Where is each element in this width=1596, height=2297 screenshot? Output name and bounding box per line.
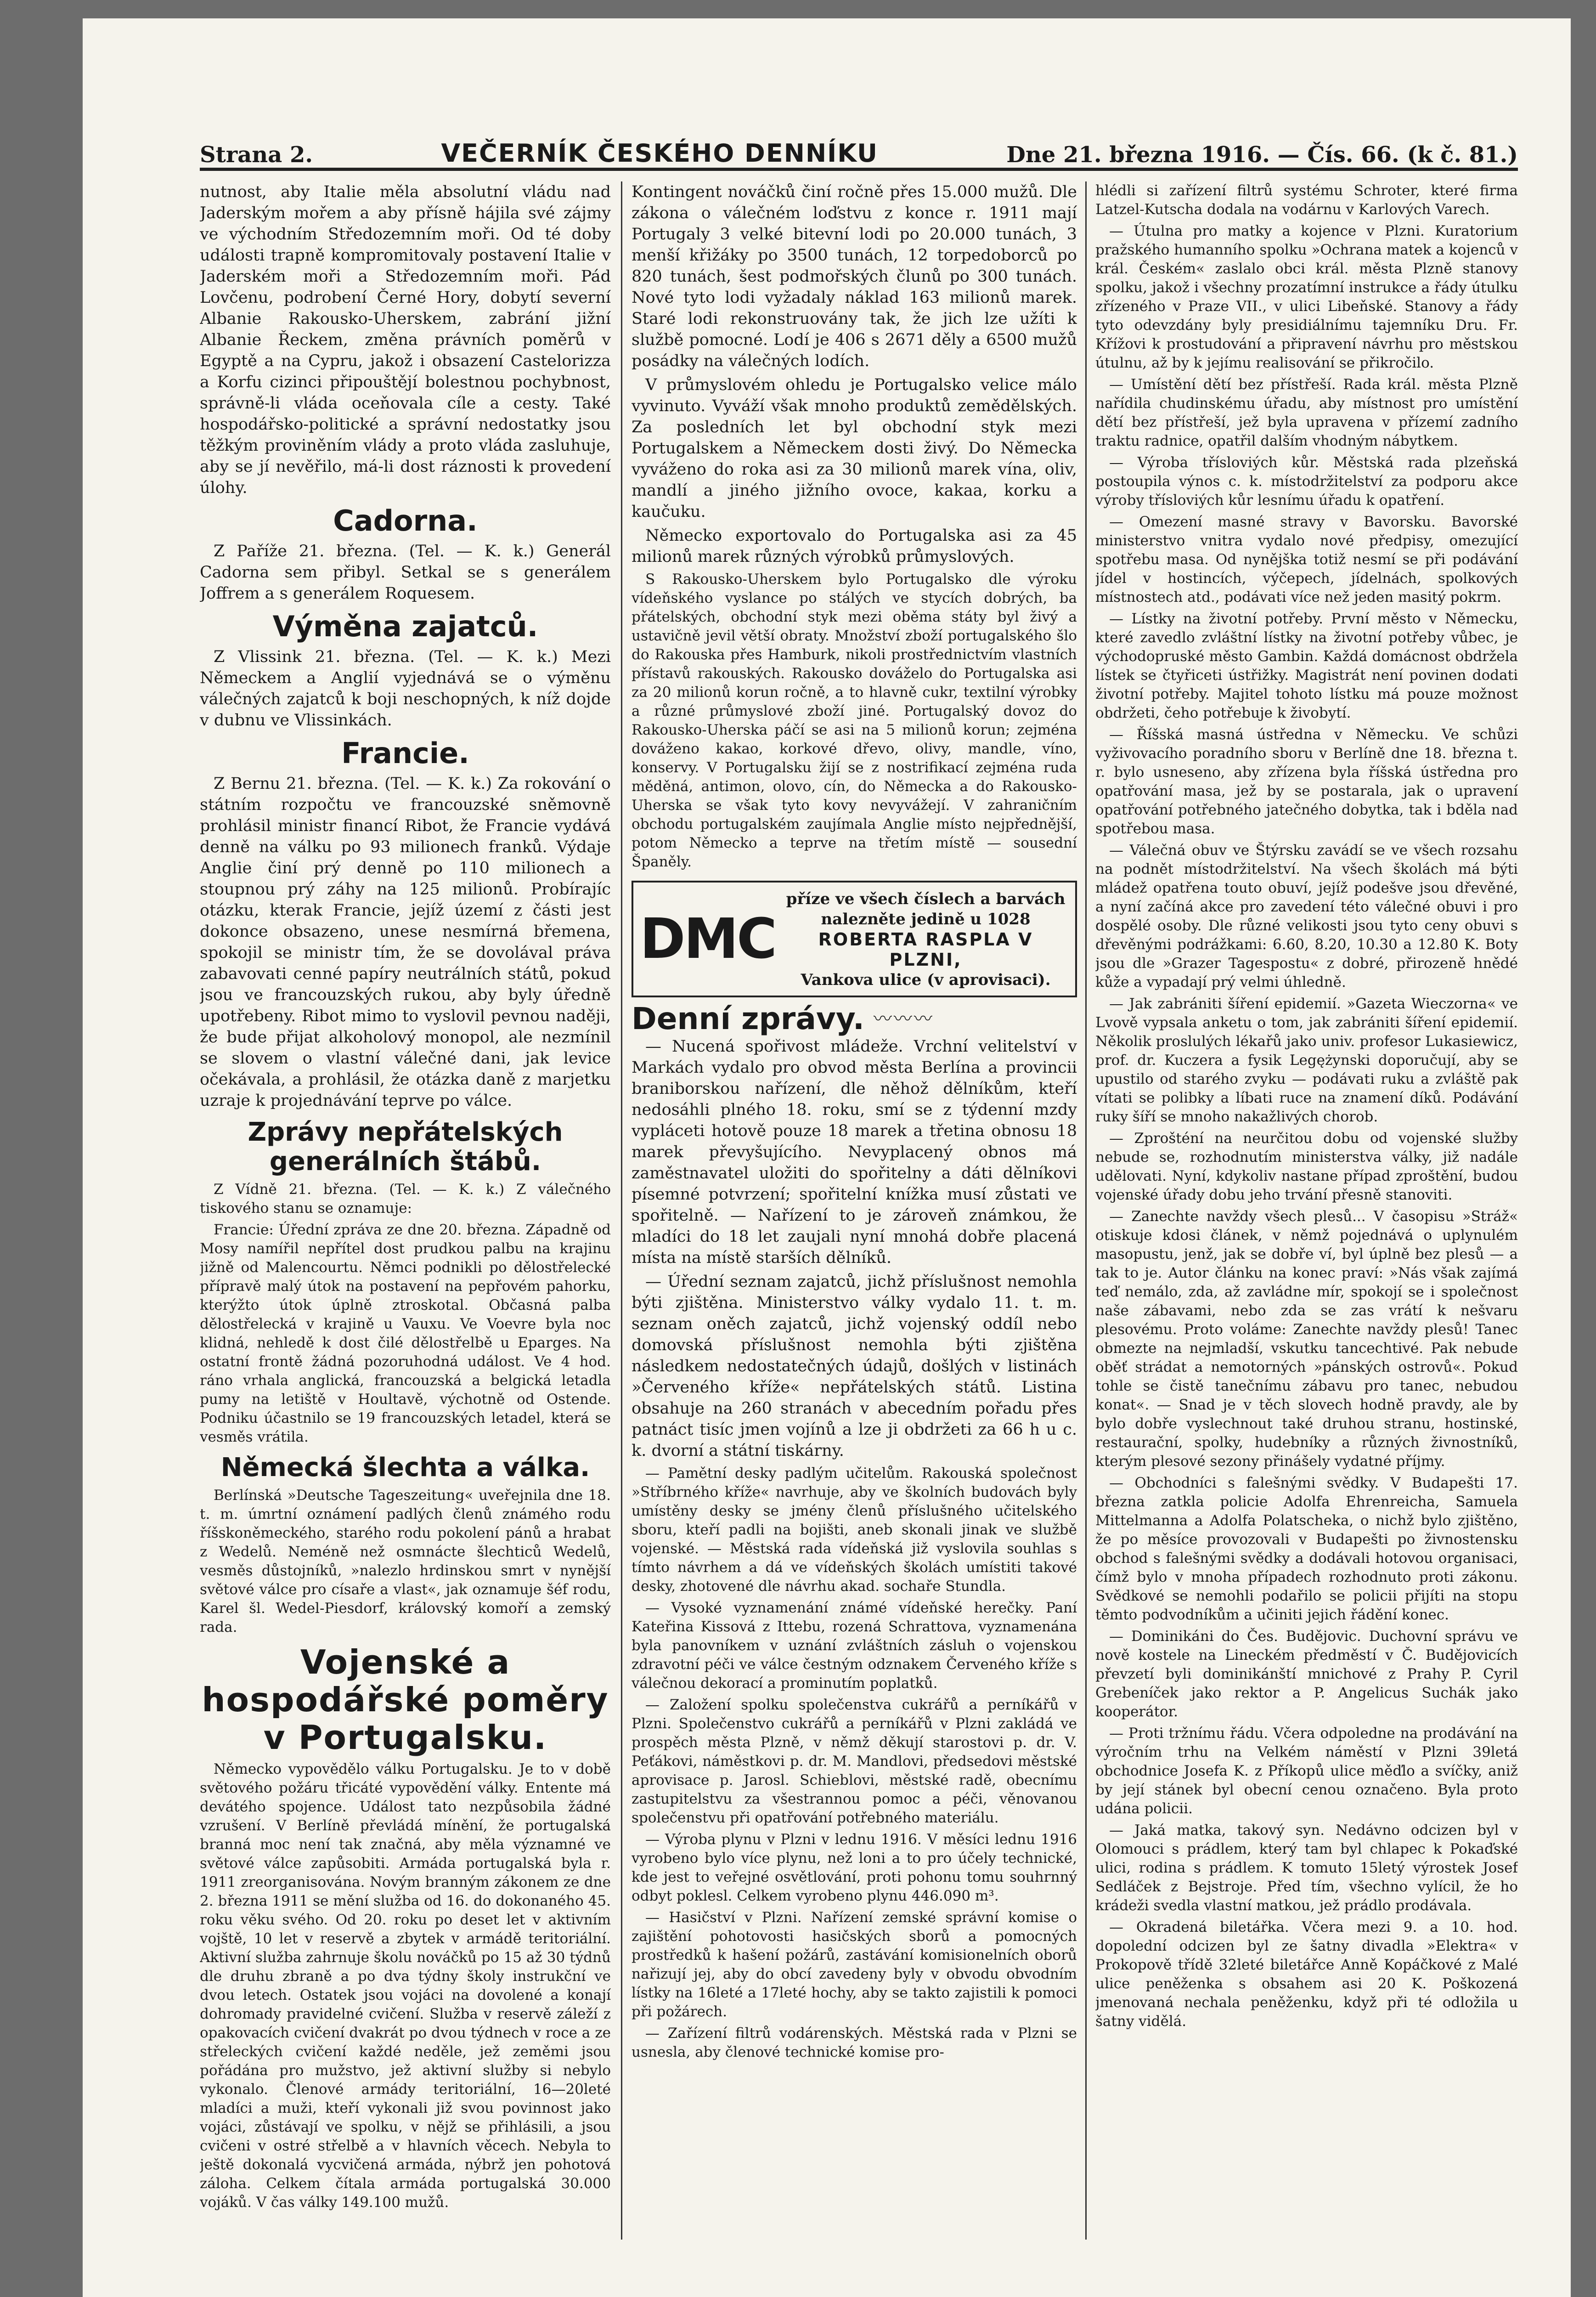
news-item: — Vysoké vyznamenání známé vídeňské herečky. Paní Kateřina Kissová z Ittebu, rozená Schrattova, vyznamenána byla panovníkem v uznání zvláštních zásluh o vojenskou zdravotní péči ve válce čestným odznakem Červeného kříže s válečnou dekorací a prominutím poplatků. <box>632 1600 1077 1692</box>
news-item: — Jaká matka, takový syn. Nedávno odcizen byl v Olomouci s prádlem, který tam byl chlapec k Pokaďské ulici, rodina s prádlem. K tomuto 15letý výrostek Josef Sedláček z Bejstroje. Před tím, všechno vylícil, že ho krádeži svedla vlastní matkou, jež prádlo prodávala. <box>1095 1822 1518 1914</box>
news-item: — Útulna pro matky a kojence v Plzni. Kuratorium pražského humanního spolku »Ochrana matek a kojenců v král. Českém« zaslalo obci král. města Plzně stanovy spolku, jakož i všechny prozatímní instrukce a řády útulku zřízeného v Praze VII., v ulici Libeňské. Stanovy a řády tyto odevzdány byly presidiálnímu tajemníku Dru. Fr. Křížovi k prostudování a připravení návrhu pro městskou útulnu, až by k jejímu realisování se přikročilo. <box>1095 223 1518 371</box>
section-heading <box>632 1001 1077 1036</box>
column-3 <box>1095 181 1518 2240</box>
article-text: Německo exportovalo do Portugalska asi za 45 milionů marek různých výrobků průmyslových. <box>632 526 1077 566</box>
page-number: Strana 2. <box>200 142 313 168</box>
news-item: — Zařízení filtrů vodárenských. Městská rada v Plzni se usnesla, aby členové technické komise pro- <box>632 2025 1077 2060</box>
article-text: Z Paříže 21. března. (Tel. — K. k.) Generál Cadorna sem přibyl. Setkal se s generálem Joffrem a s generálem Roquesem. <box>200 542 611 603</box>
article-continuation: Kontingent nováčků činí ročně přes 15.000 mužů. Dle zákona o válečném loďstvu z konce r. 1911 mají Portugaly 3 velké bitevní lodi po 20.000 tunách, 3 menší křižáky po 3500 tunách, 12 torpedoborců po 820 tunách, šest podmořských člunů po 300 tunách. Nové tyto lodi vyžadaly náklad 163 milionů marek. Staré lodi rekonstruovány tak, že jich lze užíti k službě pomocné. Lodí je 406 s 2671 děly a 6500 mužů posádky na válečných lodích. <box>632 183 1077 370</box>
news-item: — Dominikáni do Čes. Budějovic. Duchovní správu ve nově kostele na Lineckém předměstí v Č. Budějovicích převzetí byli dominikánští mnichové z Prahy P. Cyril Grebeníček jako rektor a P. Angelicus Suchák jako kooperátor. <box>1095 1628 1518 1720</box>
column-2 <box>632 181 1077 2240</box>
ornament-icon: 〰〰〰 <box>873 1008 934 1030</box>
article-text: Francie: Úřední zpráva ze dne 20. března. Západně od Mosy namířil nepřítel dost prudkou palbu na krajinu jižně od Malencourtu. Němci podnikli po dělostřelecké přípravě malý útok na postavení na pepřovém pahorku, kterýžto útok úplně ztroskotal. Občasná palba dělostřelecká v krajině u Vauxu. Ve Voevre byla noc klidná, nehledě k dost čilé dělostřelbě u Eparges. Na ostatní frontě žádná pozoruhodná událost. Ve 4 hod. ráno vrhala anglická, francouzská a belgická letadla pumy na letiště v Houltavě, výchotně od Ostende. Podniku účastnilo se 19 francouzských letadel, která se vesměs vrátila. <box>200 1222 611 1445</box>
news-item: — Založení spolku společenstva cukrářů a perníkářů v Plzni. Společenstvo cukrářů a perníkářů v Plzni zakládá ve prospěch města Plzně, v němž děkují starostovi p. dr. V. Peťákovi, náměstkovi p. dr. M. Mandlovi, předsedovi městské aprovisace p. Jarosl. Schieblovi, městské radě, obecnímu zastupitelstvu za všestrannou pomoc a péči, věnovanou společenstvu při opatřování potřebného materiálu. <box>632 1697 1077 1826</box>
ad-line: příze ve všech číslech a barvách <box>786 890 1066 908</box>
heading-portugal: Vojenské a hospodářské poměry v Portugalsku. <box>202 1643 609 1757</box>
news-item: — Válečná obuv ve Štýrsku zavádí se ve všech rozsahu na podnět místodržitelství. Na všech školách má býti mládež opatřena touto obuví, jejíž podešve jsou dřevěné, a nyní začíná akce pro zavedení této válečné obuvi i pro dospělé osoby. Dle různé velikosti jsou tyto ceny obuvi s dřevěnými podrážkami: 6.60, 8.20, 10.30 a 12.80 K. Boty jsou dle »Grazer Tagespostu« z dobré, přirozeně hnědé kůže a vypadají prý velmi úhledně. <box>1095 842 1518 990</box>
news-item: — Jak zabrániti šíření epidemií. »Gazeta Wieczorna« ve Lvově vypsala anketu o tom, jak zabrániti šíření epidemií. Několik proslulých lékařů jako univ. profesor Lukasiewicz, prof. dr. Kuczera a fysik Legężynski doporučují, aby se upustilo od starého zvyku — podávati ruku a zvláště pak vítati se polibky a líbati ruce na znamení díků. Podávání ruky šíří se mnoho nakažlivých chorob. <box>1095 996 1518 1125</box>
heading-slechta: Německá šlechta a válka. <box>220 1453 590 1482</box>
news-item: — Obchodníci s falešnými svědky. V Budapešti 17. března zatkla policie Adolfa Ehrenreicha, Samuela Mittelmanna a Adolfa Polatscheka, o nichž bylo zjištěno, že po měsíce provozovali v Budapešti po živnostensku obchod s falešnými svědky a dodávali hotovou organisaci, čímž bylo v mnoha případech rozhodnuto proti zákonu. Svědkové se nemohli podařilo se policii přijíti na stopu těmto podvodníkům a učiniti jejich řádění konec. <box>1095 1475 1518 1623</box>
news-item: — Proti tržnímu řádu. Včera odpoledne na prodávání na výročním trhu na Velkém náměstí v Plzni 39letá obchodnice Josefa K. z Příkopů ulice měďlo a svíčky, aniž by její stánek byl obecní cenou označeno. Byla proto udána policii. <box>1095 1725 1518 1817</box>
newspaper-title: VEČERNÍK ČESKÉHO DENNÍKU <box>441 139 878 168</box>
page-header <box>200 129 1518 171</box>
ad-line: nalezněte jedině u 1028 <box>821 910 1031 928</box>
advertisement <box>632 881 1077 997</box>
article-text: Berlínská »Deutsche Tageszeitung« uveřejnila dne 18. t. m. úmrtní oznámení padlých členů známého rodu říšskoněmeckého, starého rodu pokolení pánů a hrabat z Wedelů. Neméně než osmnácte šlechticů Wedelů, vesměs důstojníků, »nalezlo hrdinskou smrt v nynější světové válce pro císaře a vlast«, jak oznamuje šéf rodu, Karel šl. Wedel-Piesdorf, královský komoří a zemský rada. <box>200 1487 611 1635</box>
news-item: — Výroba třísloviých kůr. Městská rada plzeňská postoupila výnos c. k. místodržitelství za podporu akce výroby třísloviých kůr lesnímu úřadu k opatření. <box>1095 454 1518 509</box>
heading-zpravy: Zprávy nepřátelských generálních štábů. <box>248 1117 563 1177</box>
article-continuation: nutnost, aby Italie měla absolutní vládu nad Jaderským mořem a aby přísně hájila své zájmy ve východním Středozemním moři. Od té doby události trapně kompromitovaly postavení Italie v Jaderském moři a Středozemním moři. Pád Lovčenu, podrobení Černé Hory, dobytí severní Albanie Rakousko-Uherskem, zabrání jižní Albanie Řeckem, změna právních poměrů v Egyptě a na Cypru, jakož i obsazení Castelorizza a Korfu cizinci připouštějí bolestnou pochybnost, správně-li vláda oceňovala cíle a cesty. Také hospodářsko-politické a správní nedostatky jsou těžkým proviněním vlády a proto vláda zasluhuje, aby se jí nevěřilo, má-li dost ráznosti k provedení úlohy. <box>200 183 611 497</box>
news-item: — Úřední seznam zajatců, jichž příslušnost nemohla býti zjištěna. Ministerstvo války vydalo 11. t. m. seznam oněch zajatců, jichž vojenský oddíl nebo domovská příslušnost nemohla býti zjištěna následkem nedostatečných údajů, došlých v listinách »Červeného kříže« nepřátelských států. Listina obsahuje na 260 stranách v abecedním pořadu přes patnáct tisíc jmen vojínů a lze ji obdržeti za 66 h u c. k. dvorní a státní tiskárny. <box>632 1273 1077 1460</box>
article-text: Z Vlissink 21. března. (Tel. — K. k.) Mezi Německem a Anglií vyjednává se o výměnu válečných zajatců k boji neschopných, k níž dojde v dubnu ve Vlissinkách. <box>200 648 611 730</box>
news-item: — Pamětní desky padlým učitelům. Rakouská společnost »Stříbrného kříže« navrhuje, aby ve školních budovách byly umístěny desky se jmény členů příslušného učitelského sboru, kteří padli na bojišti, aneb skonali jinak ve službě vojenské. — Městská rada vídeňská již vyslovila souhlas s tímto návrhem a dá ve vídeňských školách umístiti takové desky, zhotovené dle návrhu akad. sochaře Stundla. <box>632 1465 1077 1595</box>
news-item: — Okradená biletářka. Včera mezi 9. a 10. hod. dopolední odcizen byl ze šatny divadla »Elektra« v Prokopově třídě 32leté biletářce Anně Kopáčkové z Malé ulice peněženka s obsahem asi 20 K. Poškozená jmenovaná nechala peněženku, když při té odložila u šatny vidělá. <box>1095 1919 1518 2030</box>
article-text: Německo vypovědělo válku Portugalsku. Je to v době světového požáru třicáté vypovědění války. Entente má devátého spojence. Událost tato nezpůsobila žádné vzrušení. V Berlíně převládá mínění, že portugalská branná moc není tak značná, aby měla významné ve světové válce zapůsobiti. Armáda portugalská byla r. 1911 zreorganisována. Novým branným zákonem ze dne 2. března 1911 se mění služba od 16. do dokonaného 45. roku věku svého. Od 20. roku po deset let v aktivním vojště, 10 let v reservě a zbytek v armádě teritoriální. Aktivní služba zahrnuje školu nováčků po 15 až 30 týdnů dle druhu zbraně a po dva týdny školy instrukční ve dvou letech. Ostatek jsou vojáci na dovolené a konají dohromady pravidelné cvičení. Služba v reservě záleží z opakovacích cvičení dvakrát po dvou týdnech v roce a ze střeleckých cvičení každé neděle, jež zeměmi jsou pořádána pro mužstvo, jež aktivní služby si nebylo vykonalo. Členové armády teritoriální, 16—20leté mladíci a muži, kteří vykonali již svou povinnost jako vojáci, zůstávají ve spolku, v nějž se přihlásili, a jsou cvičeni v ostré střelbě a v hlavních věcech. Nebyla to ještě dokonalá vycvičená armáda, nýbrž jen pohotová záloha. Celkem čítala armáda portugalská 30.000 vojáků. V čas války 149.100 mužů. <box>200 1761 611 2211</box>
news-item: — Zanechte navždy všech plesů... V časopisu »Stráž« otiskuje kdosi článek, v němž pojednává o uplynulém masopustu, jenž, jak se dobře ví, byl úplně bez plesů — a tak to je. Autor článku na konec praví: »Nás však zajímá teď nemálo, zda, až zavládne mír, spokojí se i společnost naše zábavami, nebo zda se zas vrátí k nešvaru plesovému. Proto voláme: Zanechte navždy plesů! Tanec obmezte na nejmladší, vskutku tancechtivé. Pak nebude oběť strádat a nemotorných »pánských ostrovů«. Pokud tohle se čistě tanečnímu zábavu pro tanec, nebudou konat«. — Snad je v těch slovech hodně pravdy, ale by bylo dobře vyslechnout také druhou stranu, hostinské, restaurační, spolky, hudebníky a různých živnostníků, kterým plesové sezony přinášely vydatné příjmy. <box>1095 1208 1518 1470</box>
article-text: Z Vídně 21. března. (Tel. — K. k.) Z válečného tiskového stanu se oznamuje: <box>200 1181 611 1216</box>
ad-text <box>783 889 1069 990</box>
ad-logo: DMC <box>640 907 776 971</box>
heading-vymena: Výměna zajatců. <box>272 610 538 643</box>
article-text: S Rakousko-Uherskem bylo Portugalsko dle výroku vídeňského vyslance po stálých ve stycích dobrých, ba přátelských, obchodní styk mezi oběma státy byl živý a ustavičně jevil větší obraty. Množství zboží portugalského šlo do Rakouska přes Hamburk, nikoli prostřednictvím vlastních přístavů rakouských. Rakousko dováželo do Portugalska asi za 20 milionů korun ročně, a to hlavně cukr, textilní výrobky a různé průmyslové zboží jiné. Portugalský dovoz do Rakousko-Uherska páčí se asi na 5 milionů korun; zejména dováženo kakao, korkové dřevo, olivy, mandle, víno, konservy. V Portugalsku žijí se z nostrifikací zejména ruda měděná, antimon, olovo, cín, do Německa a do Rakousko-Uherska se však tyto kovy nevyvážejí. V zahraničním obchodu portugalském zaujímala Anglie místo nejpřednější, potom Německo a teprve na třetím místě — sousední Španěly. <box>632 571 1077 870</box>
section-title: Denní zprávy. <box>632 1001 864 1036</box>
ad-line: ROBERTA RASPLA V PLZNI, <box>818 929 1033 970</box>
news-item: — Říšská masná ústředna v Německu. Ve schůzi vyživovacího poradního sboru v Berlíně dne 18. března t. r. bylo usneseno, aby zřízena byla říšská ústředna pro opatřování masa, jež by se postarala, jak o upravení opatřování potřebného jatečného dobytka, tak i bděla nad spotřebou masa. <box>1095 726 1518 837</box>
heading-cadorna: Cadorna. <box>333 504 478 537</box>
news-item: — Nucená spořivost mládeže. Vrchní velitelství v Markách vydalo pro obvod města Berlína a provincii braniborskou nařízení, dle něhož dělníkům, kteří nedosáhli plného 18. roku, smí se z týdenní mzdy vypláceti hotově pouze 18 marek a třetina obnosu 18 marek převyšujícího. Nevyplacený obnos má zaměstnavatel uložiti do spořitelny a dáti dělníkovi písemné potvrzení; spořitelní knížka musí zůstati ve spořitelně. — Nařízení to je zároveň známkou, že mladíci do 18 let zaujali nyní mnohá dobře placená místa na místě starších dělníků. <box>632 1037 1077 1267</box>
news-item: — Omezení masné stravy v Bavorsku. Bavorské ministerstvo vnitra vydalo nové předpisy, omezující spotřebu masa. Od nynějška totiž nesmí se při podávání jídel v hostincích, výčepech, jídelnách, spolkových místnostech atd., podávati více než jeden masitý pokrm. <box>1095 514 1518 605</box>
issue-date: Dne 21. března 1916. — Čís. 66. (k č. 81.) <box>1006 142 1518 168</box>
column-1 <box>200 181 611 2240</box>
heading-francie: Francie. <box>341 736 469 770</box>
news-item: — Zprošténí na neurčitou dobu od vojenské služby nebude se, rozhodnutím ministerstva války, již nadále udělovati. Nyní, kdykoliv nastane případ zproštění, budou vojenské úřady dobu jeho trvání přesně stanoviti. <box>1095 1130 1518 1203</box>
news-item: — Hasičství v Plzni. Nařízení zemské správní komise o zajištění pohotovosti hasičských sborů a pomocných prostředků k hašení požárů, zastávání komisionelních oborů nařizují jej, aby do obcí zavedeny byly v obvodu obvodním lístky na 16leté a 17leté hochy, aby se takto zajistili k pomoci při požárech. <box>632 1909 1077 2020</box>
news-item: — Výroba plynu v Plzni v lednu 1916. V měsíci lednu 1916 vyrobeno bylo více plynu, než loni a to pro účely technické, kde jest to veřejné osvětlování, proti pohonu tomu souhrnný odbyt poklesl. Celkem vyrobeno plynu 446.090 m³. <box>632 1831 1077 1904</box>
article-text: V průmyslovém ohledu je Portugalsko velice málo vyvinuto. Vyváží však mnoho produktů zemědělských. Za posledních let byl obchodní styk mezi Portugalskem a Německem dosti živý. Do Německa vyváženo do roka asi za 30 milionů marek vína, oliv, mandlí a jiného jižního ovoce, kakaa, korku a kaučuku. <box>632 376 1077 521</box>
column-divider <box>621 181 622 2240</box>
news-item: — Umístění dětí bez přístřeší. Rada král. města Plzně nařídila chudinskému úřadu, aby místnost pro umístění dětí bez přístřeší, jež byla upravena v přízemí zadního traktu radnice, opatřil dalším vhodným nábytkem. <box>1095 376 1518 449</box>
article-continuation: hlédli si zařízení filtrů systému Schroter, které firma Latzel-Kutscha dodala na vodárnu v Karlových Varech. <box>1095 182 1518 218</box>
ad-line: Vankova ulice (v aprovisaci). <box>801 971 1051 989</box>
news-item: — Lístky na životní potřeby. První město v Německu, které zavedlo zvláštní lístky na životní potřeby vůbec, je východopruské město Gambin. Každá domácnost obdržela lístek se čtyřiceti ústřižky. Magistrát není povinen dodati životní potřeby. Majitel tohoto lístku má pouze možnost obdržeti, čeho potřebuje k živobytí. <box>1095 611 1518 721</box>
column-divider <box>1085 181 1087 2240</box>
article-text: Z Bernu 21. března. (Tel. — K. k.) Za rokování o státním rozpočtu ve francouzské sněmovně prohlásil ministr financí Ribot, že Francie vydává denně na válku po 93 milionech franků. Výdaje Anglie činí prý denně po 110 milionech a stoupnou prý záhy na 125 milionů. Probírajíc otázku, kterak Francie, jejíž území z části jest dokonce obsazeno, unese nesmírná břemena, spokojil se ministr tím, že se dovolával práva zabavovati cenné papíry neutrálních států, pokud jsou ve francouzských rukou, aby byly úředně upotřebeny. Ribot mimo to vyslovil pevnou naději, že bude přijat alkoholový monopol, ale nezmínil se slovem o vlastní válečné dani, jak levice očekávala, a prohlásil, že otázka daně z marjetku uzraje k projednávání teprve po válce. <box>200 775 611 1110</box>
